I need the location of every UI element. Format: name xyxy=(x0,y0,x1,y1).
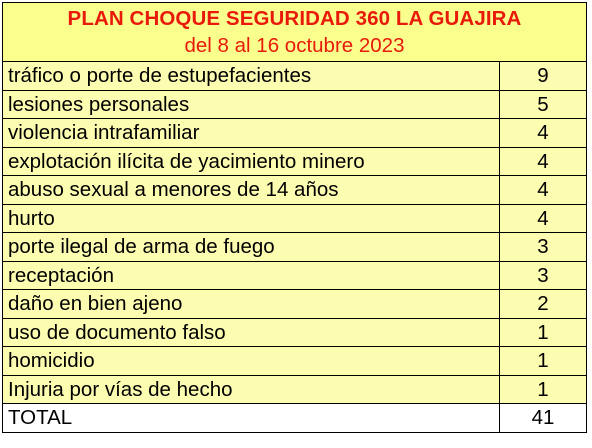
table-row xyxy=(3,176,587,205)
offense-count: 3 xyxy=(500,233,587,262)
offense-label: Injuria por vías de hecho xyxy=(3,375,500,404)
offense-label: violencia intrafamiliar xyxy=(3,119,500,148)
table-row xyxy=(3,204,587,233)
offense-label: daño en bien ajeno xyxy=(3,290,500,319)
offense-label: homicidio xyxy=(3,347,500,376)
table-row xyxy=(3,233,587,262)
table-row xyxy=(3,119,587,148)
total-label: TOTAL xyxy=(3,404,500,433)
title-row xyxy=(3,3,587,62)
offense-count: 4 xyxy=(500,147,587,176)
offense-label: abuso sexual a menores de 14 años xyxy=(3,176,500,205)
offense-count: 4 xyxy=(500,176,587,205)
table-row xyxy=(3,375,587,404)
offense-count: 4 xyxy=(500,204,587,233)
table-row xyxy=(3,290,587,319)
offense-count: 1 xyxy=(500,375,587,404)
offense-label: hurto xyxy=(3,204,500,233)
table-row xyxy=(3,261,587,290)
offense-count: 3 xyxy=(500,261,587,290)
table-row xyxy=(3,90,587,119)
offense-label: receptación xyxy=(3,261,500,290)
table-title: PLAN CHOQUE SEGURIDAD 360 LA GUAJIRA xyxy=(67,7,522,30)
table-row xyxy=(3,347,587,376)
total-count: 41 xyxy=(500,404,587,433)
table-subtitle: del 8 al 16 octubre 2023 xyxy=(184,34,405,57)
offense-count: 5 xyxy=(500,90,587,119)
offense-label: tráfico o porte de estupefacientes xyxy=(3,62,500,91)
offense-label: porte ilegal de arma de fuego xyxy=(3,233,500,262)
offense-label: lesiones personales xyxy=(3,90,500,119)
offense-count: 9 xyxy=(500,62,587,91)
offense-count: 4 xyxy=(500,119,587,148)
title-cell xyxy=(3,3,587,62)
offense-label: uso de documento falso xyxy=(3,318,500,347)
offense-count: 1 xyxy=(500,318,587,347)
offense-label: explotación ilícita de yacimiento minero xyxy=(3,147,500,176)
table-row xyxy=(3,62,587,91)
offense-count: 1 xyxy=(500,347,587,376)
total-row xyxy=(3,404,587,433)
offense-count: 2 xyxy=(500,290,587,319)
table-row xyxy=(3,147,587,176)
table-row xyxy=(3,318,587,347)
crime-summary-table xyxy=(2,2,587,433)
